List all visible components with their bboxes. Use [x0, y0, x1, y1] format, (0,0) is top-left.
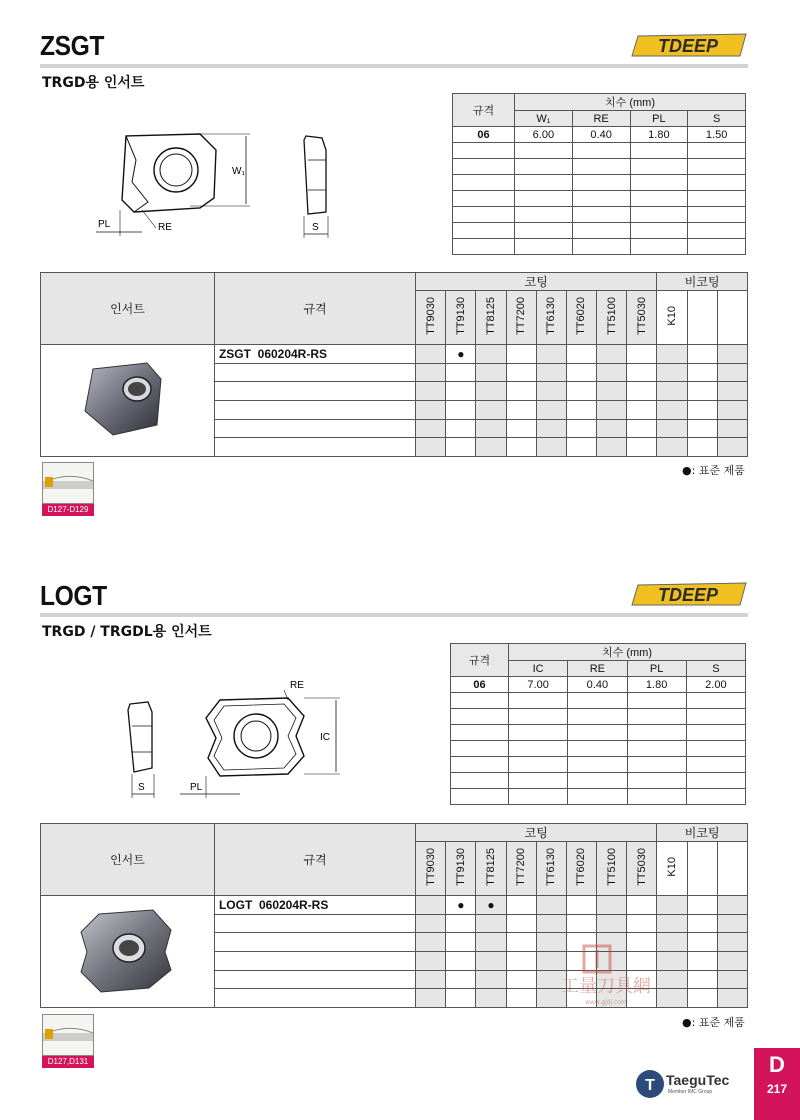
legend-standard-product: ●: 표준 제품 [682, 1016, 745, 1029]
zsgt-insert-photo [41, 345, 213, 453]
tool-reference-thumbnail[interactable] [42, 1014, 94, 1056]
section-subtitle: TRGD / TRGDL용 인서트 [42, 624, 212, 640]
zsgt-grade-table: 인서트 규격 코팅 비코팅 TT9030 TT9130 TT8125 TT7200 TT6130 TT6020 TT5100 TT5030 K10 ZSGT 060204R-RS ● [40, 272, 748, 457]
chapter-tab: D 217 [754, 1048, 800, 1120]
zsgt-technical-drawing [90, 120, 350, 240]
tool-reference-thumbnail[interactable] [42, 462, 94, 504]
svg-text:PL: PL [190, 782, 203, 793]
svg-text:www.gjdj.com: www.gjdj.com [585, 999, 627, 1006]
zsgt-dimensions-table: 규격 치수 (mm) W₁ RE PL S 06 6.00 0.40 1.80 1.50 [452, 93, 746, 255]
tdeep-logo [630, 581, 748, 607]
svg-text:RE: RE [290, 680, 304, 691]
watermark-logo [536, 944, 676, 1010]
logt-grade-table: 인서트 규격 코팅 비코팅 TT9030 TT9130 TT8125 TT7200 TT6130 TT6020 TT5100 TT5030 K10 LOGT 060204R-RS ● ● [40, 823, 748, 1008]
svg-text:IC: IC [320, 732, 330, 743]
legend-standard-product: ●: 표준 제품 [682, 464, 745, 477]
svg-text:W₁: W₁ [232, 166, 245, 177]
tdeep-logo [630, 32, 748, 58]
svg-text:S: S [312, 222, 319, 233]
section-rule [40, 64, 748, 68]
logt-insert-photo [41, 896, 213, 1004]
svg-text:T: T [645, 1077, 655, 1094]
section-rule [40, 613, 748, 617]
brand-subtitle: Member IMC Group [668, 1089, 713, 1095]
logt-dimensions-table: 규격 치수 (mm) IC RE PL S 06 7.00 0.40 1.80 2.00 [450, 643, 746, 805]
section-title-logt: LOGT [40, 580, 107, 611]
svg-text:S: S [138, 782, 145, 793]
svg-text:工量刀具網: 工量刀具網 [561, 976, 651, 997]
brand-name: TaeguTec [666, 1072, 730, 1088]
svg-text:RE: RE [158, 222, 172, 233]
svg-text:PL: PL [98, 219, 111, 230]
reference-page-label[interactable]: D127-D129 [42, 504, 94, 516]
logt-technical-drawing [120, 676, 360, 800]
reference-page-label[interactable]: D127,D131 [42, 1056, 94, 1068]
svg-text:TDEEP: TDEEP [657, 36, 719, 56]
svg-text:TDEEP: TDEEP [657, 585, 719, 605]
section-title-zsgt: ZSGT [40, 30, 104, 61]
section-subtitle: TRGD용 인서트 [42, 75, 145, 91]
